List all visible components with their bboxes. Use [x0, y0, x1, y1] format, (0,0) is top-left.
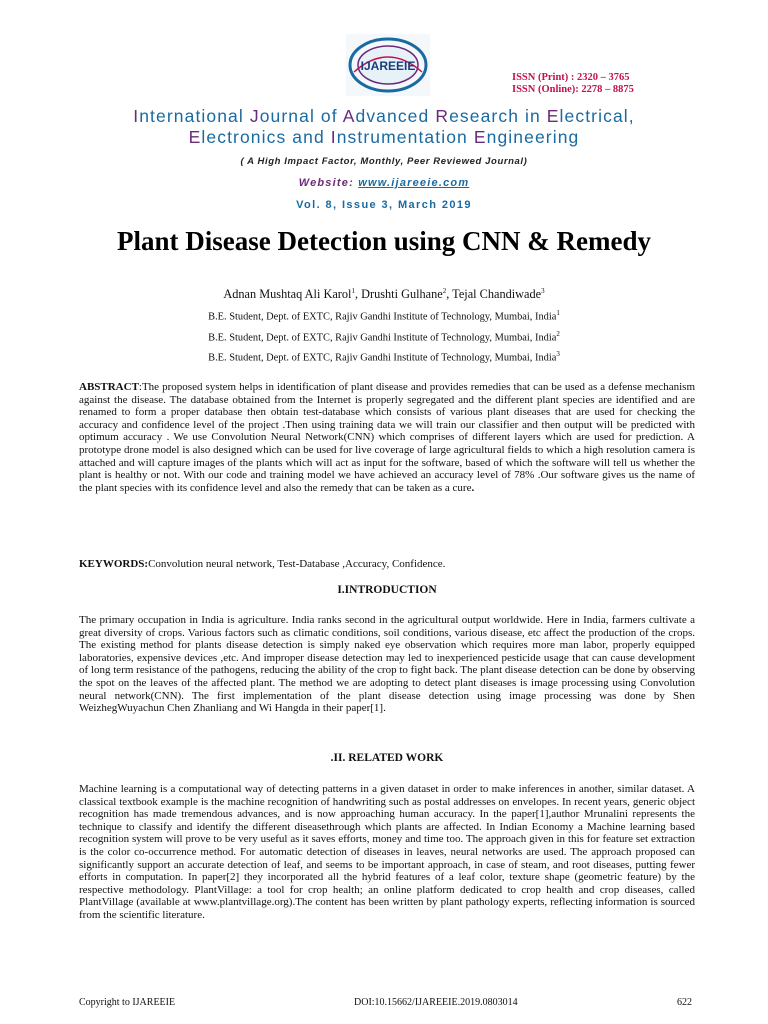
journal-word: ngineering	[486, 127, 580, 147]
journal-word: J	[249, 106, 260, 126]
paper-title: Plant Disease Detection using CNN & Remedy	[117, 226, 651, 256]
journal-name	[40, 106, 728, 148]
footer-page-number: 622	[677, 997, 692, 1008]
affiliation-mark: 2	[556, 330, 560, 338]
affiliation-line	[20, 330, 748, 343]
author-separator: ,	[446, 287, 453, 302]
abstract-text: :The proposed system helps in identification of plant disease and provides remedies that can be used as a defense mechanism against the disease. The database obtained from the Internet is properly segregated and the different plant species are identified and are renamed to form a proper database then obtain test-database which consists of various plant diseases that are used for checking the accuracy and confidence level of the project .Then using training data we will train our classifier and then output will be predicted with optimum accuracy . We use Convolution Neural Network(CNN) which comprises of different layers which are used for prediction. A prototype drone model is also designed which can be used for live coverage of large agricultural fields to which a high resolution camera is attached and will capture images of the plants which will act as input for the software, based of which the software will tell us whether the plant is healthy or not. With our code and training model we have achieved an accuracy level of 78% .Our software gives us the name of the plant species with its confidence level and also the remedy that can be taken as a cure	[79, 381, 695, 494]
affiliation-mark: 1	[556, 309, 560, 317]
journal-word: lectronics and	[201, 127, 331, 147]
affiliation-line	[20, 350, 748, 363]
journal-volume: Vol. 8, Issue 3, March 2019	[296, 199, 472, 211]
author-affiliation-mark: 3	[541, 287, 545, 295]
author-list	[20, 287, 748, 302]
keywords-text: Convolution neural network, Test-Database ,Accuracy, Confidence.	[148, 558, 446, 570]
affiliation-text: B.E. Student, Dept. of EXTC, Rajiv Gandhi Institute of Technology, Mumbai, India	[208, 332, 557, 344]
journal-word: I	[330, 127, 337, 147]
journal-word: I	[133, 106, 140, 126]
website-label: Website:	[298, 177, 359, 189]
abstract-label: ABSTRACT	[79, 381, 139, 393]
journal-word: A	[342, 106, 356, 126]
section-heading-related-work: .II. RELATED WORK	[330, 752, 444, 764]
journal-word: esearch in	[449, 106, 547, 126]
website-link[interactable]: www.ijareeie.com	[358, 177, 470, 189]
issn-block	[512, 72, 634, 96]
abstract-paragraph	[79, 381, 695, 494]
affiliation-line	[20, 309, 748, 322]
logo-text: IJAREEIE	[360, 59, 416, 73]
footer-copyright: Copyright to IJAREEIE	[79, 997, 176, 1008]
author-affiliation-mark: 1	[351, 287, 355, 295]
affiliation-text: B.E. Student, Dept. of EXTC, Rajiv Gandhi Institute of Technology, Mumbai, India	[208, 311, 557, 323]
keywords-label: KEYWORDS:	[79, 558, 149, 570]
journal-logo	[346, 34, 430, 96]
footer-doi: DOI:10.15662/IJAREEIE.2019.0803014	[354, 997, 518, 1008]
author-separator: ,	[354, 287, 362, 302]
journal-website	[40, 177, 728, 189]
affiliation-mark: 3	[556, 350, 560, 358]
journal-word: lectrical,	[559, 106, 635, 126]
journal-word: dvanced	[355, 106, 436, 126]
author-affiliation-mark: 2	[442, 287, 447, 295]
journal-word: R	[435, 106, 450, 126]
journal-subtitle: ( A High Impact Factor, Monthly, Peer Reviewed Journal)	[240, 156, 528, 167]
abstract-end: .	[471, 481, 475, 494]
author-name: Drushti Gulhane	[361, 287, 443, 302]
issn-online: ISSN (Online): 2278 – 8875	[512, 84, 634, 95]
keywords-paragraph	[79, 558, 695, 571]
journal-name-line2	[40, 127, 728, 148]
affiliation-text: B.E. Student, Dept. of EXTC, Rajiv Gandhi Institute of Technology, Mumbai, India	[208, 352, 557, 364]
journal-word: E	[188, 127, 202, 147]
author-name: Adnan Mushtaq Ali Karol	[223, 287, 352, 302]
journal-word: E	[473, 127, 487, 147]
author-name: Tejal Chandiwade	[452, 287, 542, 302]
journal-word: nternational	[139, 106, 250, 126]
issn-print: ISSN (Print) : 2320 – 3765	[512, 72, 630, 83]
introduction-paragraph: The primary occupation in India is agriculture. India ranks second in the agricultural output worldwide. Here in India, farmers cultivate a great diversity of crops. Various factors such as climatic conditions, soil conditions, various disease, etc affect the production of the crops. The existing method for plants disease detection is simply naked eye observation which requires more man labor, properly equipped laboratories, expensive devices ,etc. And improper disease detection may led to inexperienced pesticide usage that can cause development of long term resistance of the pathogens, reducing the ability of the crop to fight back. The plant disease detection can be done by observing the spot on the leaves of the affected plant. The method we are adopting to detect plant diseases is image processing using Convolution neural network(CNN). The first implementation of the plant disease detection using image processing was done by Shen WeizhegWuyachun Chen Zhanliang and Wi Hangda in their paper[1].	[79, 614, 695, 715]
journal-name-line1	[40, 106, 728, 127]
section-heading-introduction: I.INTRODUCTION	[337, 584, 437, 596]
related-work-paragraph: Machine learning is a computational way of detecting patterns in a given dataset in order to make inferences in another, similar dataset. A classical textbook example is the machine recognition of handwriting such as postal addresses on envelopes. In recent years, generic object recognition has made tremendous advances, and is now approaching human accuracy. In the paper[1],author Mrunalini represents the technique to classify and identify the different diseasethrough which plants are affected. In Indian Economy a Machine learning based recognition system will prove to be very useful as it saves efforts, money and time too. The approach given in this for feature set extraction is the color co-occurrence method. For automatic detection of diseases in leaves, neural networks are used. The approach proposed can significantly support an accurate detection of leaf, and seems to be important approach, in case of steam, and root diseases, putting fewer efforts in computation. In paper[2] they incorporated all the hybrid features of a leaf color, texture shape (geometric feature) by the respective methodology. PlantVillage: a tool for crop health; an online platform dedicated to crop health and crop diseases, called PlantVillage (available at www.plantvillage.org).The content has been written by plant pathology experts, reflecting information is sourced from the scientific literature.	[79, 783, 695, 921]
journal-word: ournal of	[259, 106, 343, 126]
journal-word: E	[546, 106, 560, 126]
journal-word: nstrumentation	[336, 127, 474, 147]
